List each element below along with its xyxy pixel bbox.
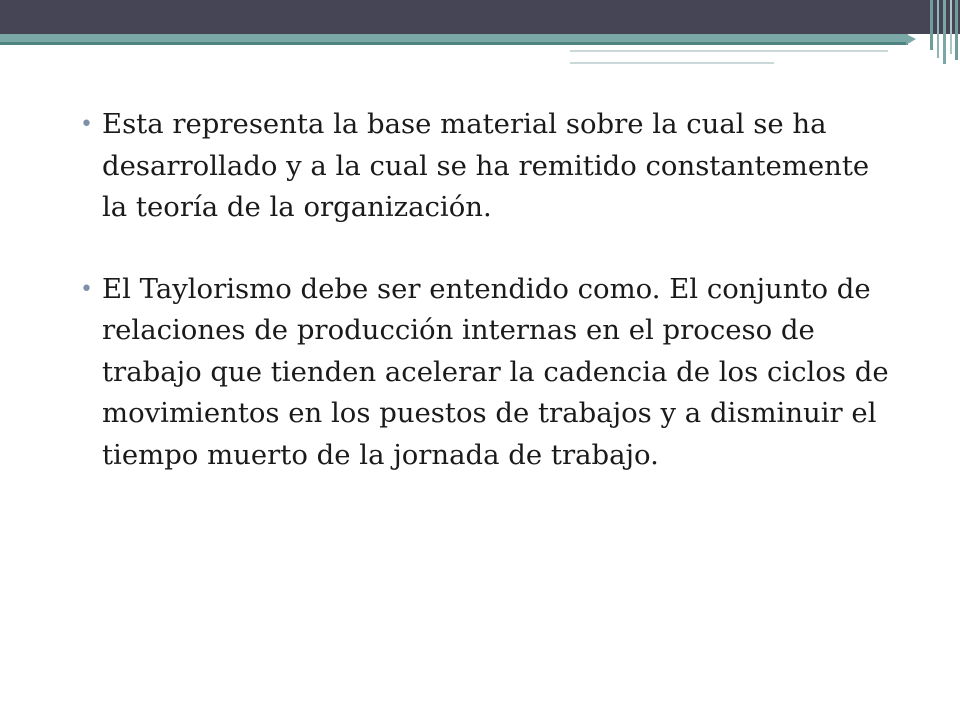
bullet-list: [80, 104, 900, 476]
bullet-icon: •: [80, 112, 93, 137]
bullet-icon: •: [80, 276, 93, 302]
bullet-item-1: [80, 104, 900, 229]
bullet-text: Esta representa la base material sobre la cual se ha desarrollado y a la cual se ha remitido constantemente la teoría de la organización.: [102, 108, 870, 223]
decor-line-lower: [570, 62, 774, 64]
decor-vertical-bar: [943, 0, 946, 64]
header-bar: [0, 0, 960, 34]
bullet-text: El Taylorismo debe ser entendido como. El conjunto de relaciones de producción internas en el proceso de trabajo que tienden acelerar la cadencia de los ciclos de movimientos en los puestos de trabajos y a disminuir el tiempo muerto de la jornada de trabajo.: [102, 272, 889, 471]
accent-band-edge: [0, 42, 908, 45]
accent-notch: [906, 34, 916, 45]
decor-vertical-bar: [937, 0, 939, 58]
decor-vertical-bar: [955, 0, 958, 60]
bullet-item-2: [80, 269, 900, 477]
accent-band: [0, 34, 908, 42]
decor-line-upper: [570, 50, 888, 52]
decor-vertical-bar: [930, 0, 933, 50]
decor-vertical-bar: [950, 0, 952, 54]
slide-body: [80, 104, 900, 516]
